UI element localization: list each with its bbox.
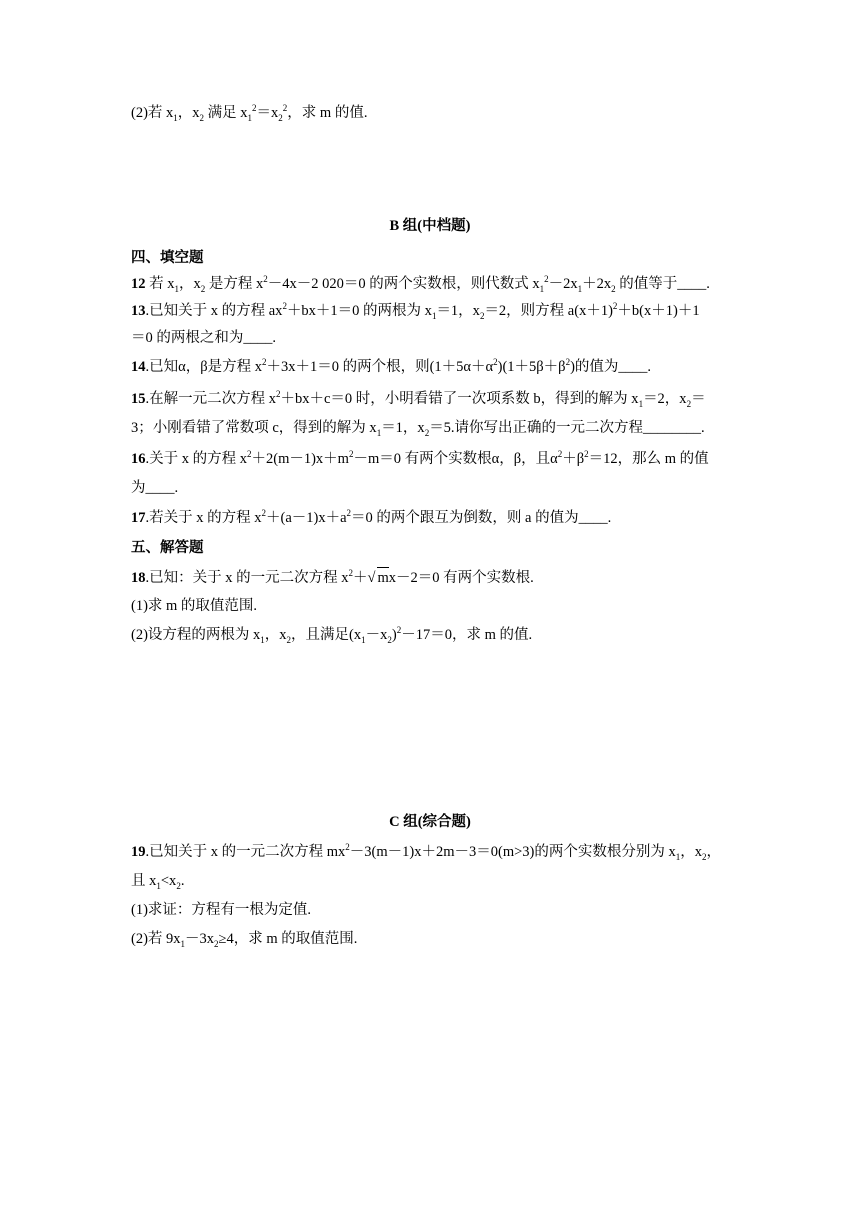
text-line: (2)若 $9x_1-3x_2\ge 4$，求 m 的取值范围.	[131, 931, 358, 949]
text-line: 15.在解一元二次方程 $x^2+bx+c=0$ 时，小明看错了一次项系数 b，得到的解为 $x_1=2$，$x_2=$	[131, 389, 706, 409]
text-line: (2)设方程的两根为 $x_1$，$x_2$，且满足$(x_1-x_2)^2-17=0$，求 m 的值.	[131, 625, 533, 645]
section-heading: B 组(中档题)	[389, 218, 471, 234]
text-line: 3；小刚看错了常数项 c，得到的解为 $x_1=1$，$x_2=5$.请你写出正确的一元二次方程________.	[131, 420, 705, 438]
text-line: 19.已知关于 x 的一元二次方程 $mx^2-3(m-1)x+2m-3=0(m>3)$的两个实数根分别为 $x_1$，$x_2$，	[131, 842, 721, 862]
text-line: 18.已知：关于 x 的一元二次方程 $x^2+√$ mx－2＝0 有两个实数根.	[131, 568, 534, 586]
text-line: (1)求证：方程有一根为定值.	[131, 902, 312, 918]
text-line: ＝0 的两根之和为____.	[131, 330, 276, 346]
text-line: 且 $x_1<x_2$.	[131, 873, 185, 891]
text-line: 12 若 $x_1$，$x_2$ 是方程 $x^2-4x-2$ 020＝0 的两个实数根，则代数式 $x_1^2-2x_1+2x_2$ 的值等于____.	[131, 274, 710, 294]
text-line: 14.已知α，β是方程 $x^2+3x+1=0$ 的两个根，则$(1+5\alpha+\alpha^2)(1+5\beta+\beta^2)$的值为____.	[131, 357, 652, 375]
section-heading: C 组(综合题)	[389, 814, 471, 830]
text-line: 为____.	[131, 480, 179, 496]
text-line: 四、填空题	[131, 250, 204, 266]
text-line: 17.若关于 x 的方程 $x^2+(a-1)x+a^2=0$ 的两个跟互为倒数，则 a 的值为____.	[131, 508, 612, 526]
text-line: 五、解答题	[131, 540, 204, 556]
text-line: 16.关于 x 的方程 $x^2+2(m-1)x+m^2-m=0$ 有两个实数根α，β，且$\alpha^2+\beta^2=12$，那么 m 的值	[131, 449, 709, 467]
text-line: (2)若 $x_1$，$x_2$ 满足 $x_1^2=x_2^2$，求 m 的值.	[131, 103, 368, 123]
text-line: 13.已知关于 x 的方程 $ax^2+bx+1=0$ 的两根为 $x_1=1$，$x_2=2$，则方程 $a(x+1)^2+b(x+1)+1$	[131, 301, 700, 321]
text-line: (1)求 m 的取值范围.	[131, 598, 258, 614]
